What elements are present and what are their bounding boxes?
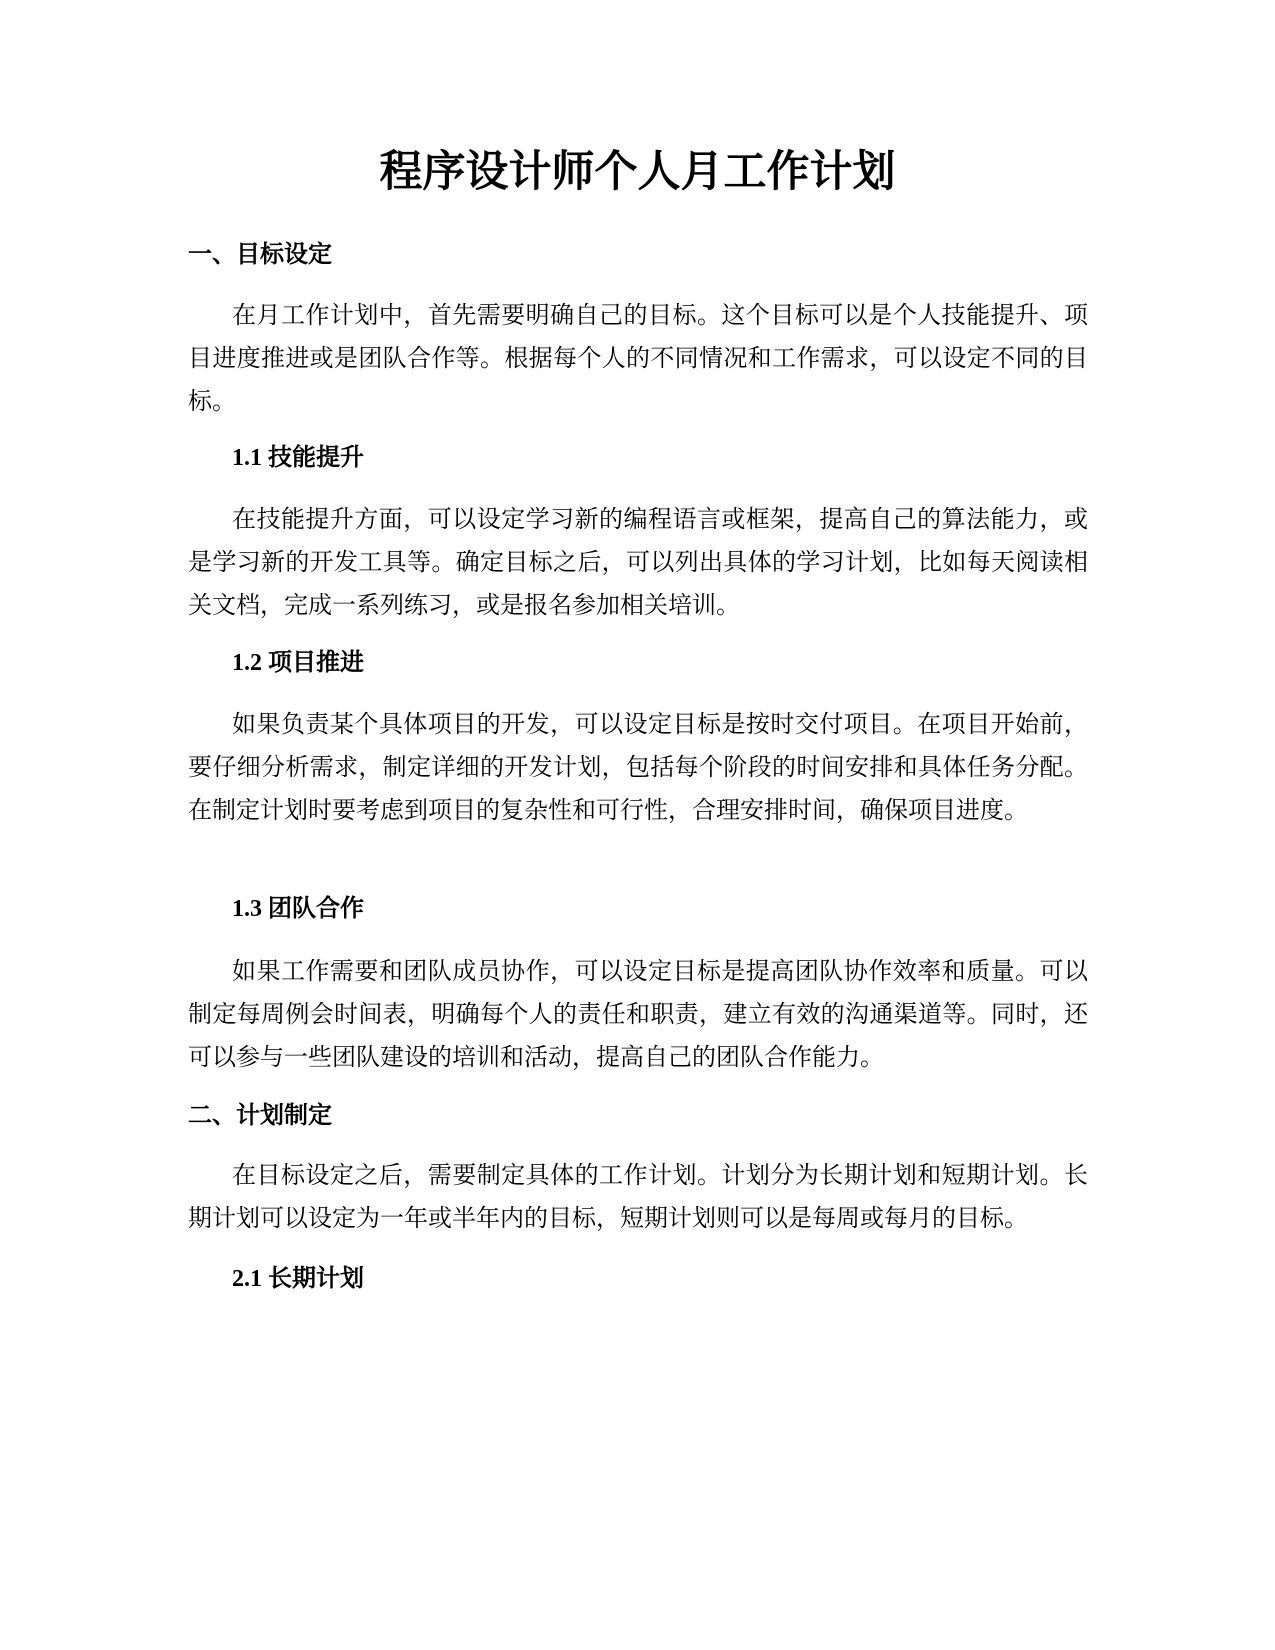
- subsection-paragraph-teamwork: 如果工作需要和团队成员协作，可以设定目标是提高团队协作效率和质量。可以制定每周例会时间表，明确每个人的责任和职责，建立有效的沟通渠道等。同时，还可以参与一些团队建设的培训和活动，提高自己的团队合作能力。: [188, 959, 1088, 1071]
- document-title: 程序设计师个人月工作计划: [379, 147, 896, 197]
- subsection-title-project-progress: 1.2 项目推进: [232, 650, 364, 676]
- subsection-paragraph-skill-improvement: 在技能提升方面，可以设定学习新的编程语言或框架，提高自己的算法能力，或是学习新的开发工具等。确定目标之后，可以列出具体的学习计划，比如每天阅读相关文档，完成一系列练习，或是报名参加相关培训。: [188, 507, 1088, 619]
- subsection-paragraph-project-progress: 如果负责某个具体项目的开发，可以设定目标是按时交付项目。在项目开始前，要仔细分析需求，制定详细的开发计划，包括每个阶段的时间安排和具体任务分配。在制定计划时要考虑到项目的复杂性和可行性，合理安排时间，确保项目进度。: [188, 712, 1088, 824]
- section-heading-plan-making: 二、计划制定: [188, 1101, 332, 1129]
- subsection-title-long-term-plan: 2.1 长期计划: [232, 1266, 364, 1292]
- section-intro-paragraph: 在月工作计划中，首先需要明确自己的目标。这个目标可以是个人技能提升、项目进度推进或是团队合作等。根据每个人的不同情况和工作需求，可以设定不同的目标。: [188, 303, 1088, 415]
- section-heading-goal-setting: 一、目标设定: [188, 240, 332, 268]
- subsection-title-skill-improvement: 1.1 技能提升: [232, 445, 364, 471]
- subsection-title-teamwork: 1.3 团队合作: [232, 896, 364, 922]
- section-intro-paragraph: 在目标设定之后，需要制定具体的工作计划。计划分为长期计划和短期计划。长期计划可以设定为一年或半年内的目标，短期计划则可以是每周或每月的目标。: [188, 1163, 1088, 1232]
